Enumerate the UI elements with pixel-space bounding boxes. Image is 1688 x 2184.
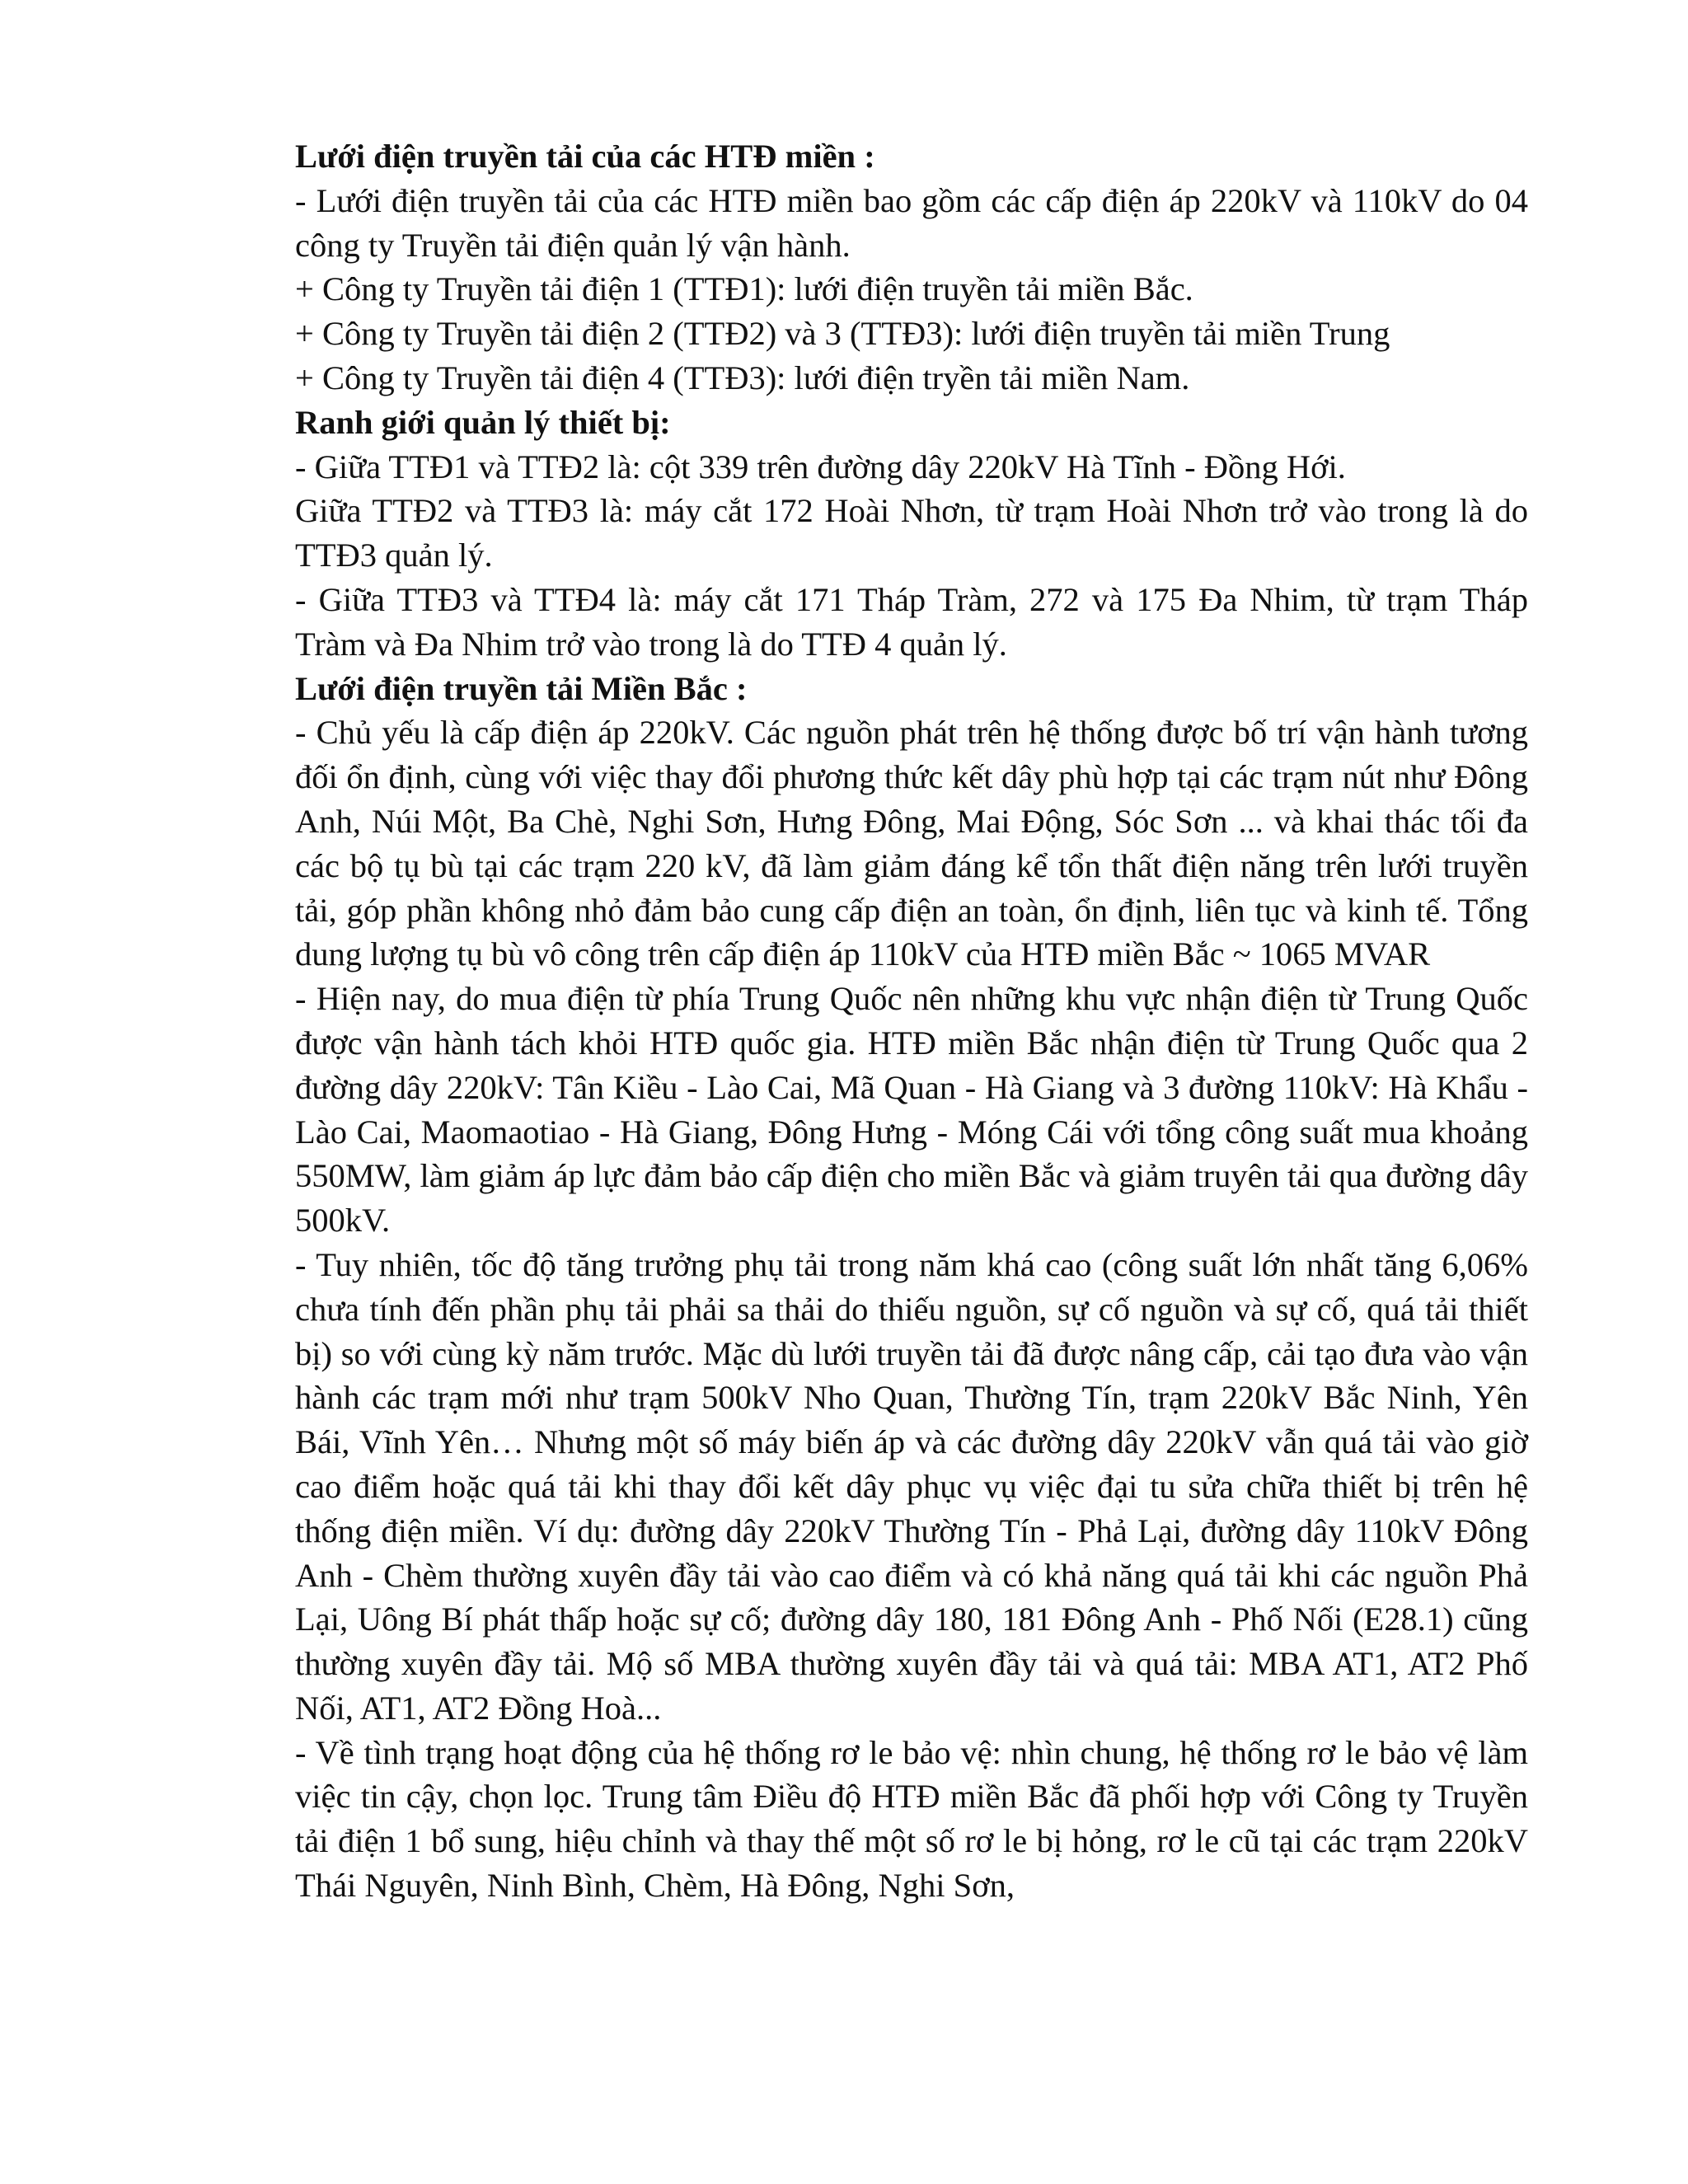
heading-northern-grid: Lưới điện truyền tải Miền Bắc : (295, 669, 748, 707)
paragraph: - Giữa TTĐ3 và TTĐ4 là: máy cắt 171 Tháp Tràm, 272 và 175 Đa Nhim, từ trạm Tháp Tràm và Đa Nhim trở vào trong là do TTĐ 4 quản lý. (295, 580, 1528, 663)
heading-transmission-grid: Lưới điện truyền tải của các HTĐ miền : (295, 138, 875, 175)
paragraph: - Về tình trạng hoạt động của hệ thống rơ le bảo vệ: nhìn chung, hệ thống rơ le bảo vệ làm việc tin cậy, chọn lọc. Trung tâm Điều độ HTĐ miền Bắc đã phối hợp với Công ty Truyền tải điện 1 bổ sung, hiệu chỉnh và thay thế một số rơ le bị hỏng, rơ le cũ tại các trạm 220kV Thái Nguyên, Ninh Bình, Chèm, Hà Đông, Nghi Sơn, (295, 1733, 1528, 1905)
heading-management-boundary: Ranh giới quản lý thiết bị: (295, 403, 671, 441)
paragraph: - Tuy nhiên, tốc độ tăng trưởng phụ tải trong năm khá cao (công suất lớn nhất tăng 6,06% chưa tính đến phần phụ tải phải sa thải do thiếu nguồn, sự cố nguồn và sự cố, quá tải thiết bị) so với cùng kỳ năm trước. Mặc dù lưới truyền tải đã được nâng cấp, cải tạo đưa vào vận hành các trạm mới như trạm 500kV Nho Quan, Thường Tín, trạm 220kV Bắc Ninh, Yên Bái, Vĩnh Yên… Nhưng một số máy biến áp và các đường dây 220kV vẫn quá tải vào giờ cao điểm hoặc quá tải khi thay đổi kết dây phục vụ việc đại tu sửa chữa thiết bị trên hệ thống điện miền. Ví dụ: đường dây 220kV Thường Tín - Phả Lại, đường dây 110kV Đông Anh - Chèm thường xuyên đầy tải vào cao điểm và có khả năng quá tải khi các nguồn Phả Lại, Uông Bí phát thấp hoặc sự cố; đường dây 180, 181 Đông Anh - Phố Nối (E28.1) cũng thường xuyên đầy tải. Mộ số MBA thường xuyên đầy tải và quá tải: MBA AT1, AT2 Phố Nối, AT1, AT2 Đồng Hoà... (295, 1245, 1528, 1727)
paragraph: Giữa TTĐ2 và TTĐ3 là: máy cắt 172 Hoài Nhơn, từ trạm Hoài Nhơn trở vào trong là do TTĐ3 quản lý. (295, 492, 1528, 574)
paragraph: - Chủ yếu là cấp điện áp 220kV. Các nguồn phát trên hệ thống được bố trí vận hành tương đối ổn định, cùng với việc thay đổi phương thức kết dây phù hợp tại các trạm nút như Đông Anh, Núi Một, Ba Chè, Nghi Sơn, Hưng Đông, Mai Động, Sóc Sơn ... và khai thác tối đa các bộ tụ bù tại các trạm 220 kV, đã làm giảm đáng kể tổn thất điện năng trên lưới truyền tải, góp phần không nhỏ đảm bảo cung cấp điện an toàn, ổn định, liên tục và kinh tế. Tổng dung lượng tụ bù vô công trên cấp điện áp 110kV của HTĐ miền Bắc ~ 1065 MVAR (295, 714, 1528, 973)
document-page (295, 134, 1528, 1908)
paragraph: - Hiện nay, do mua điện từ phía Trung Quốc nên những khu vực nhận điện từ Trung Quốc được vận hành tách khỏi HTĐ quốc gia. HTĐ miền Bắc nhận điện từ Trung Quốc qua 2 đường dây 220kV: Tân Kiều - Lào Cai, Mã Quan - Hà Giang và 3 đường 110kV: Hà Khẩu - Lào Cai, Maomaotiao - Hà Giang, Đông Hưng - Móng Cái với tổng công suất mua khoảng 550MW, làm giảm áp lực đảm bảo cấp điện cho miền Bắc và giảm truyên tải qua đường dây 500kV. (295, 980, 1528, 1240)
paragraph: - Lưới điện truyền tải của các HTĐ miền bao gồm các cấp điện áp 220kV và 110kV do 04 công ty Truyền tải điện quản lý vận hành. (295, 181, 1528, 264)
paragraph: - Giữa TTĐ1 và TTĐ2 là: cột 339 trên đường dây 220kV Hà Tĩnh - Đồng Hới. (295, 448, 1346, 485)
paragraph: + Công ty Truyền tải điện 2 (TTĐ2) và 3 (TTĐ3): lưới điện truyền tải miền Trung (295, 315, 1390, 353)
paragraph: + Công ty Truyền tải điện 1 (TTĐ1): lưới điện truyền tải miền Bắc. (295, 270, 1193, 308)
paragraph: + Công ty Truyền tải điện 4 (TTĐ3): lưới điện tryền tải miền Nam. (295, 359, 1190, 396)
